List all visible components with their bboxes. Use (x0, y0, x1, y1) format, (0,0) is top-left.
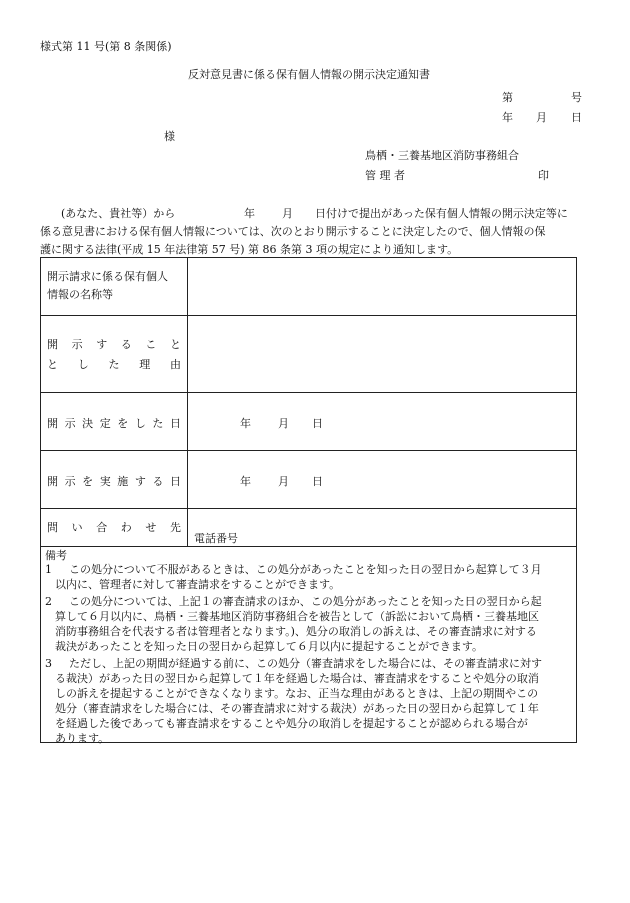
intro-year: 年 (244, 207, 255, 220)
sender-organization: 鳥栖・三養基地区消防事務組合 (365, 149, 519, 162)
doc-number-suffix: 号 (571, 91, 582, 104)
intro-line2: 係る意見書における保有個人情報については、次のとおり開示することに決定したので、個人情報の保 (40, 225, 546, 238)
label-information-name-1: 開示請求に係る保有個人 (47, 270, 168, 283)
row-decision-date (41, 393, 577, 451)
row-information-name (41, 258, 577, 316)
value-information-name[interactable] (188, 258, 577, 316)
value-implementation-date[interactable]: 年 月 日 (188, 451, 577, 509)
seal-mark: 印 (538, 169, 549, 182)
disclosure-form-table (40, 257, 577, 547)
label-information-name-2: 情報の名称等 (47, 288, 113, 301)
form-number: 様式第 11 号(第 8 条関係) (40, 40, 172, 53)
value-decision-date[interactable]: 年 月 日 (188, 393, 577, 451)
sender-title: 管 理 者 (365, 169, 405, 182)
note-item-3: 3 ただし、上記の期間が経過する前に、この処分（審査請求をした場合には、その審査請求に対す る裁決）があった日の翌日から起算して１年を経過した場合は、審査請求をすることや処分の取消 しの訴えを提起することができなくなります。なお、正当な理由があるときは、上記の期間やこの 処分（審査請求をした場合には、その審査請求に対する裁決）があった日の翌日から起算して１年 を経過した後であっても審査請求をすることや処分の取消しを提起することが認められる場合が あります。 (45, 657, 542, 745)
label-cell (41, 316, 188, 393)
note-item-1: 1 この処分について不服があるときは、この処分があったことを知った日の翌日から起算して３月 以内に、管理者に対して審査請求をすることができます。 (45, 563, 542, 591)
row-contact (41, 509, 577, 547)
notes-heading: 備考 (45, 549, 67, 562)
label-reason-line2: と し た 理 由 (47, 358, 181, 371)
row-disclosure-reason (41, 316, 577, 393)
date-month: 月 (536, 111, 547, 124)
label-cell (41, 258, 188, 316)
document-title: 反対意見書に係る保有個人情報の開示決定通知書 (188, 68, 430, 81)
label-implementation-date: 開 示 を 実 施 す る 日 (47, 475, 181, 488)
intro-prefix: (あなた、貴社等）から (61, 207, 176, 220)
intro-line1-rest: 日付けで提出があった保有個人情報の開示決定等に (315, 207, 568, 220)
label-cell (41, 393, 188, 451)
label-cell (41, 509, 188, 547)
addressee-suffix: 様 (164, 130, 175, 143)
label-reason-line1: 開 示 す る こ と (47, 338, 181, 351)
intro-line3: 護に関する法律(平成 15 年法律第 57 号) 第 86 条第 3 項の規定により通知します。 (40, 243, 459, 256)
row-implementation-date (41, 451, 577, 509)
notes-section (40, 547, 577, 743)
label-contact: 問 い 合 わ せ 先 (47, 521, 181, 534)
phone-number-label: 電話番号 (194, 532, 238, 545)
date-year: 年 (502, 111, 513, 124)
value-disclosure-reason[interactable] (188, 316, 577, 393)
value-contact[interactable] (188, 509, 577, 547)
label-cell (41, 451, 188, 509)
intro-month: 月 (282, 207, 293, 220)
note-item-2: 2 この処分については、上記１の審査請求のほか、この処分があったことを知った日の翌日から起 算して６月以内に、鳥栖・三養基地区消防事務組合を被告として（訴訟において鳥栖・三養基地区 消防事務組合を代表する者は管理者となります。)、処分の取消しの訴えは、その審査請求に対する 裁決があったことを知った日の翌日から起算して６月以内に提起することができます。 (45, 595, 542, 653)
doc-number-prefix: 第 (502, 91, 513, 104)
date-day: 日 (571, 111, 582, 124)
label-decision-date: 開 示 決 定 を し た 日 (47, 417, 181, 430)
